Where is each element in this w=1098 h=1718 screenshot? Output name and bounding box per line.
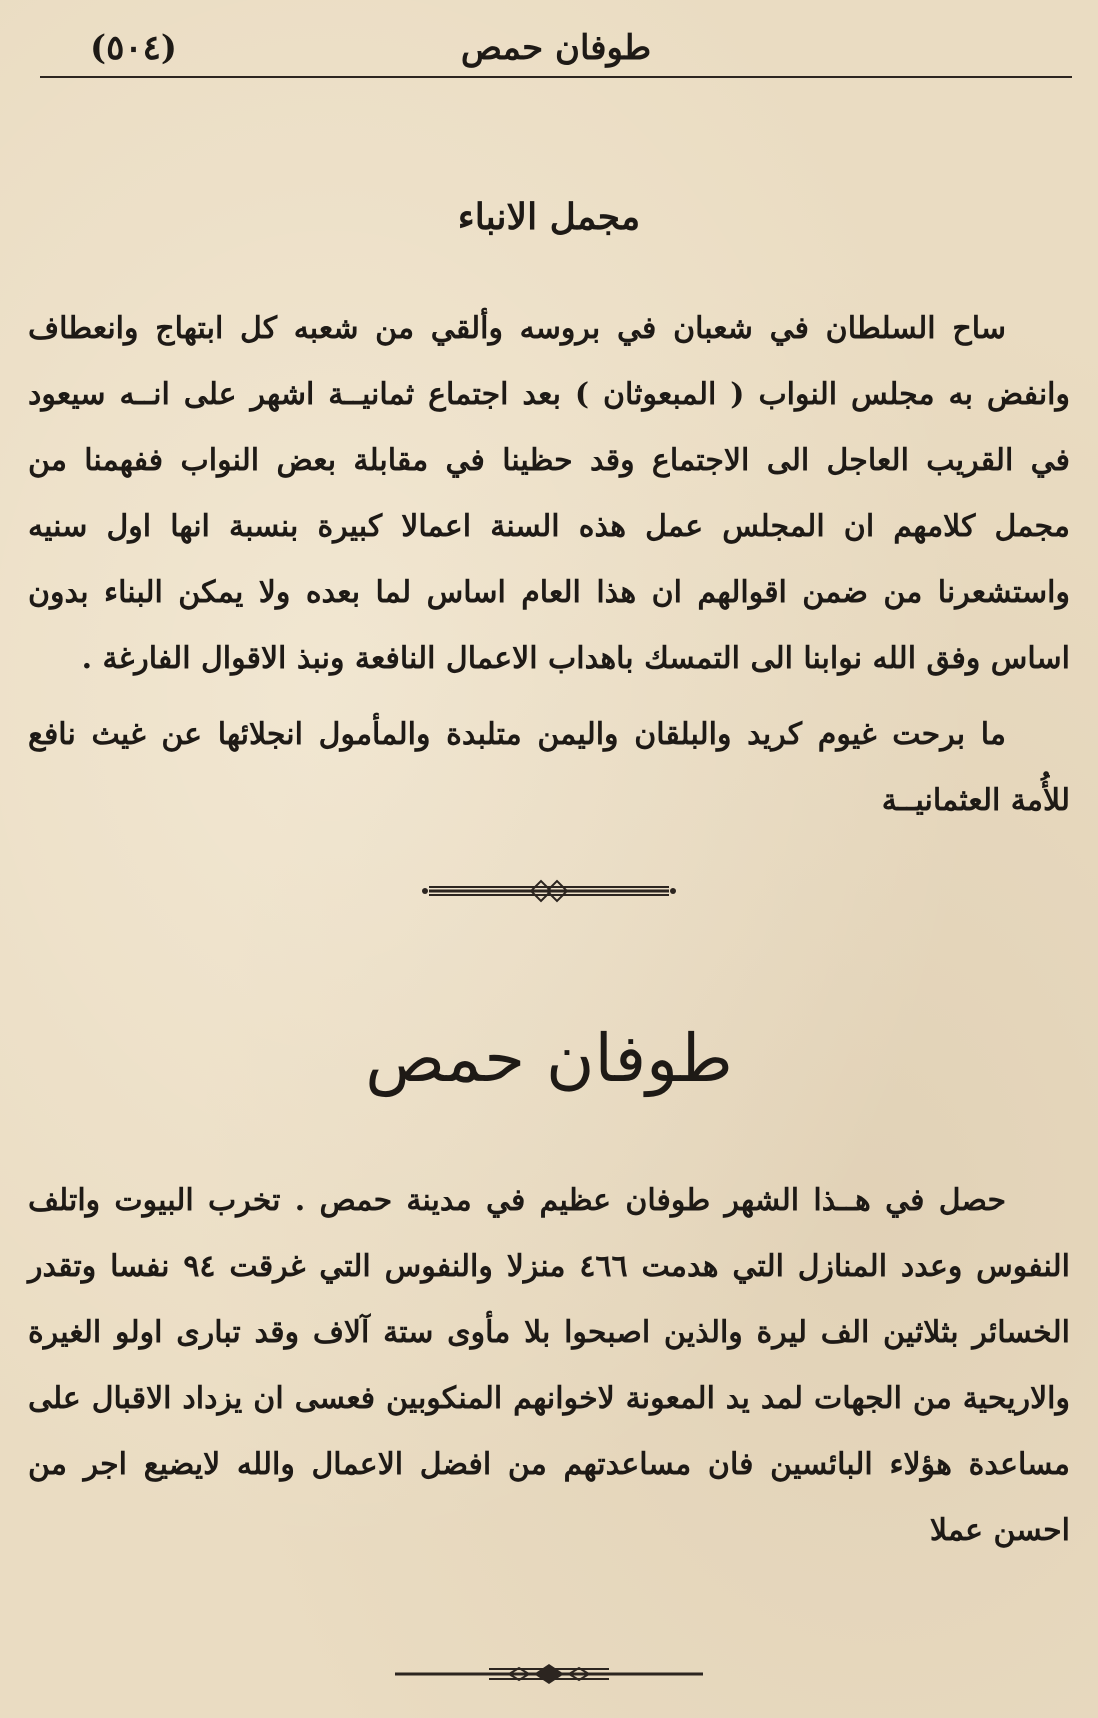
running-header: [40, 14, 1072, 78]
page-end-ornament: [389, 1660, 709, 1688]
running-header-title: طوفان حمص: [460, 28, 652, 68]
paragraph-news-2: ما برحت غيوم كريد والبلقان واليمن متلبدة والمأمول انجلائها عن غيث نافع للأُمة العثمانيــة: [28, 717, 1070, 818]
paragraph-homs-flood: حصل في هــذا الشهر طوفان عظيم في مدينة حمص . تخرب البيوت واتلف النفوس وعدد المنازل التي هدمت ٤٦٦ منزلا والنفوس التي غرقت ٩٤ نفسا وتقدر الخسائر بثلاثين الف ليرة والذين اصبحوا بلا مأوى ستة آلاف وقد تبارى اولو الغيرة والاريحية من الجهات لمد يد المعونة لاخوانهم المنكوبين فعسى ان يزداد الاقبال على مساعدة هؤلاء البائسين فان مساعدتهم من افضل الاعمال والله لايضيع اجر من احسن عملا: [28, 1183, 1070, 1548]
section-title-homs-flood: طوفان حمص: [365, 1020, 733, 1097]
section-divider-ornament: [419, 878, 679, 904]
page-number: (٥٠٤): [90, 28, 177, 68]
section-title-news-summary: مجمل الانباء: [457, 196, 641, 238]
paragraph-news-1: ساح السلطان في شعبان في بروسه وألقي من شعبه كل ابتهاج وانعطاف وانفض به مجلس النواب ( المبعوثان ) بعد اجتماع ثمانيــة اشهر على انــه سيعود في القريب العاجل الى الاجتماع وقد حظينا في مقابلة بعض النواب ففهمنا من مجمل كلامهم ان المجلس عمل هذه السنة اعمالا كبيرة بنسبة انها اول سنيه واستشعرنا من ضمن اقوالهم ان هذا العام اساس لما بعده ولا يمكن البناء بدون اساس وفق الله نوابنا الى التمسك باهداب الاعمال النافعة ونبذ الاقوال الفارغة .: [28, 311, 1070, 676]
